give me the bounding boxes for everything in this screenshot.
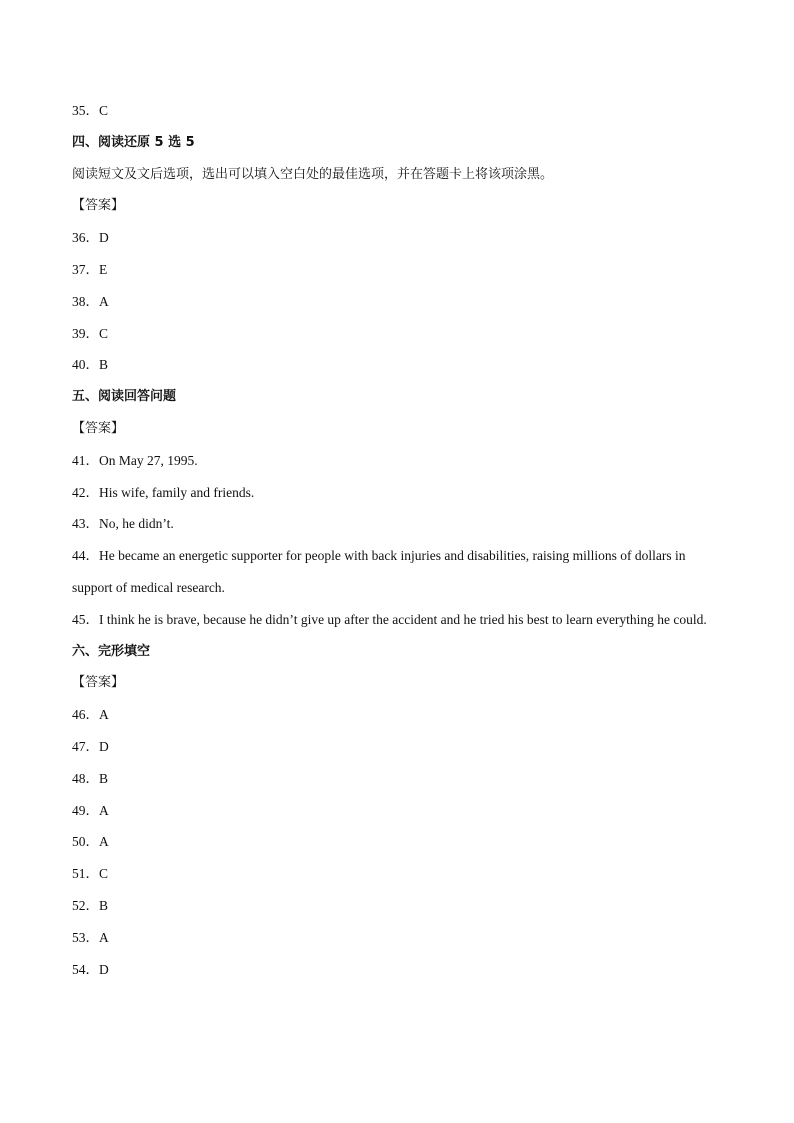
answer-36: 36．D [72, 230, 109, 246]
answer-50: 50．A [72, 834, 109, 850]
answer-page [72, 95, 722, 985]
answer-38: 38．A [72, 293, 109, 309]
section-heading-5: 五、阅读回答问题 [72, 389, 177, 405]
answer-54: 54．D [72, 961, 109, 977]
answer-42: 42．His wife, family and friends. [72, 484, 255, 500]
answer-label: 【答案】 [72, 198, 125, 214]
section-instruction: 阅读短文及文后选项，选出可以填入空白处的最佳选项，并在答题卡上将该项涂黑。 [72, 166, 554, 182]
answer-37: 37．E [72, 261, 108, 277]
answer-53: 53．A [72, 929, 109, 945]
answer-51: 51．C [72, 866, 109, 882]
answer-45: 45．I think he is brave, because he didn’t give up after the accident and he tried his best to learn everything he could. [72, 611, 707, 627]
answer-44: 44．He became an energetic supporter for people with back injuries and disabilities, raising millions of dollars in support of medical research. [72, 548, 686, 595]
answer-label: 【答案】 [72, 675, 125, 691]
answer-52: 52．B [72, 897, 109, 913]
answer-46: 46．A [72, 707, 109, 723]
answer-43: 43．No, he didn’t. [72, 516, 174, 532]
answer-48: 48．B [72, 770, 109, 786]
answer-35: 35．C [72, 103, 109, 118]
answer-49: 49．A [72, 802, 109, 818]
section-heading-6: 六、完形填空 [72, 643, 151, 659]
answer-39: 39．C [72, 325, 109, 341]
answer-40: 40．B [72, 357, 109, 373]
answer-41: 41．On May 27, 1995. [72, 452, 198, 468]
section-heading-4: 四、阅读还原 5 选 5 [72, 134, 195, 150]
answer-47: 47．D [72, 738, 109, 754]
answer-label: 【答案】 [72, 420, 125, 436]
